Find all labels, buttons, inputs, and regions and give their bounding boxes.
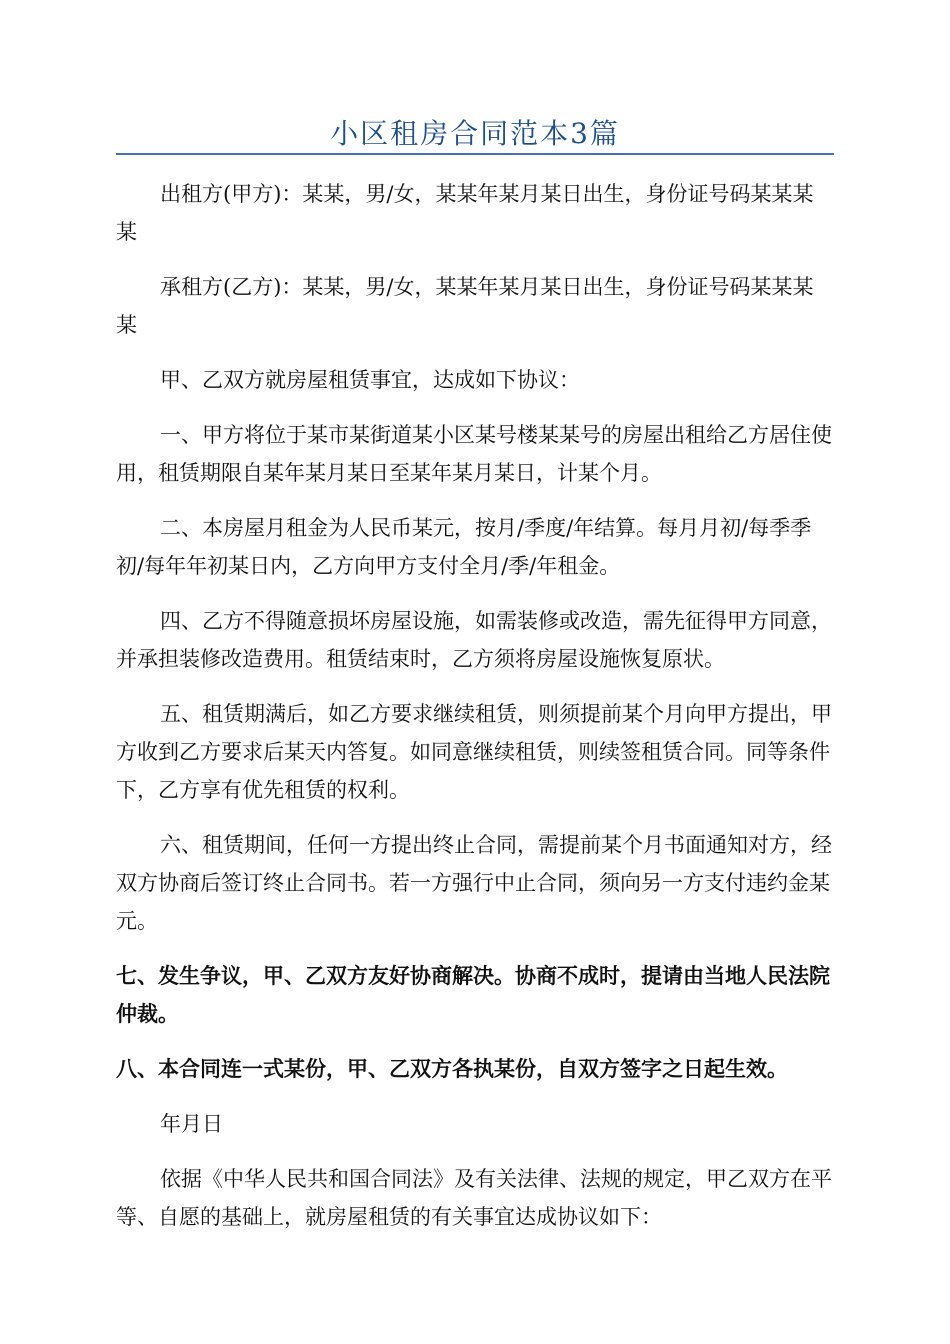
paragraph-clause-4: 四、乙方不得随意损坏房屋设施，如需装修或改造，需先征得甲方同意，并承担装修改造费用。租赁结束时，乙方须将房屋设施恢复原状。 — [116, 609, 832, 671]
paragraph-lessor: 出租方(甲方)：某某，男/女，某某年某月某日出生，身份证号码某某某某 — [116, 182, 814, 244]
paragraph-agreement-intro: 甲、乙双方就房屋租赁事宜，达成如下协议： — [160, 368, 580, 392]
paragraph-clause-6: 六、租赁期间，任何一方提出终止合同，需提前某个月书面通知对方，经双方协商后签订终止合同书。若一方强行中止合同，须向另一方支付违约金某元。 — [116, 833, 832, 933]
paragraph-date: 年月日 — [160, 1112, 223, 1136]
document-body — [116, 175, 834, 1253]
document-title: 小区租房合同范本3篇 — [330, 117, 620, 150]
paragraph-clause-8: 八、本合同连一式某份，甲、乙双方各执某份，自双方签字之日起生效。 — [116, 1056, 788, 1081]
paragraph-clause-2: 二、本房屋月租金为人民币某元，按月/季度/年结算。每月月初/每季季初/每年年初某日内，乙方向甲方支付全月/季/年租金。 — [116, 516, 812, 578]
title-underline — [116, 153, 834, 155]
paragraph-clause-1: 一、甲方将位于某市某街道某小区某号楼某某号的房屋出租给乙方居住使用，租赁期限自某年某月某日至某年某月某日，计某个月。 — [116, 423, 832, 485]
paragraph-legal-basis: 依据《中华人民共和国合同法》及有关法律、法规的规定，甲乙双方在平等、自愿的基础上，就房屋租赁的有关事宜达成协议如下： — [116, 1167, 832, 1229]
paragraph-lessee: 承租方(乙方)：某某，男/女，某某年某月某日出生，身份证号码某某某某 — [116, 275, 814, 337]
paragraph-clause-5: 五、租赁期满后，如乙方要求继续租赁，则须提前某个月向甲方提出，甲方收到乙方要求后某天内答复。如同意继续租赁，则续签租赁合同。同等条件下，乙方享有优先租赁的权利。 — [116, 702, 832, 802]
paragraph-clause-7: 七、发生争议，甲、乙双方友好协商解决。协商不成时，提请由当地人民法院仲裁。 — [116, 963, 830, 1026]
